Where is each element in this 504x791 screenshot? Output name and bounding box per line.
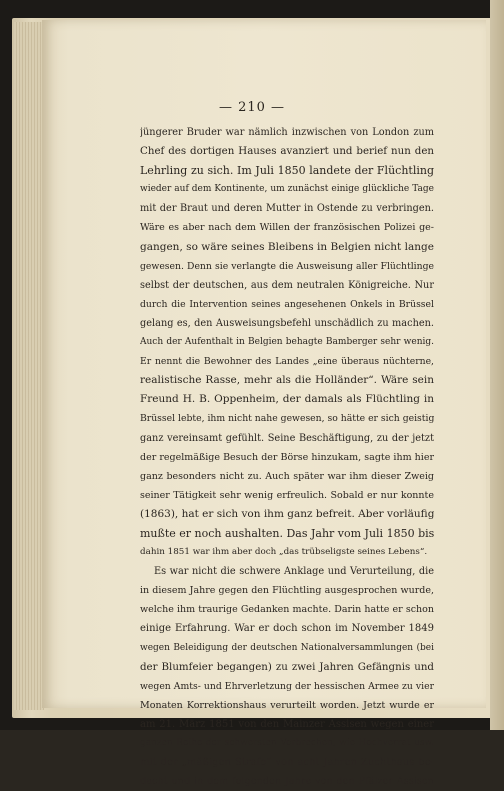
text-line: wegen Beleidigung der deutschen Nationalversammlungen (bei: [140, 642, 434, 653]
text-line: am 21. März 1851 von den Mainzer Assisen wegen einer: [140, 718, 434, 730]
text-line: Auch der Aufenthalt in Belgien behagte Bamberger sehr wenig.: [140, 337, 434, 348]
text-line: wieder auf dem Kontinente, um zunächst einige glückliche Tage: [140, 184, 434, 195]
text-line: welche ihm traurige Gedanken machte. Darin hatte er schon: [140, 604, 434, 616]
body-text: [140, 123, 434, 791]
text-line: jüngerer Bruder war nämlich inzwischen von London zum: [140, 127, 434, 138]
text-line: wegen Amts- und Ehrverletzung der hessischen Armee zu vier: [140, 680, 434, 692]
text-line: ganz vereinsamt gefühlt. Seine Beschäftigung, zu der jetzt: [140, 432, 434, 444]
text-line: Chef des dortigen Hauses avanziert und berief nun den: [140, 145, 434, 158]
text-line: realistische Rasse, mehr als die Holländer“. Wäre sein: [140, 374, 434, 387]
text-line: Monaten Korrektionshaus verurteilt worden. Jetzt wurde er: [140, 699, 434, 711]
text-line: dacht und in dem folgenden Jahre von den Pfälzer Assisen: [140, 776, 434, 788]
page-number: — 210 —: [218, 100, 286, 115]
text-line: dahin 1851 war ihm aber doch „das trübseligste seines Lebens“.: [140, 547, 428, 558]
text-line: ganz besonders nicht zu. Auch später war ihm dieser Zweig: [140, 470, 434, 482]
text-line: einige Erfahrung. War er doch schon im November 1849: [140, 623, 434, 635]
text-line: Lehrling zu sich. Im Juli 1850 landete der Flüchtling: [140, 164, 434, 178]
leaf-stack: [14, 22, 44, 710]
text-line: gangen, so wäre seines Bleibens in Belgien nicht lange: [140, 240, 434, 253]
text-line: mit der Braut und deren Mutter in Ostende zu verbringen.: [140, 203, 434, 215]
text-line: der Blumfeier begangen) zu zwei Jahren Gefängnis und: [140, 660, 434, 673]
text-line: gewesen. Denn sie verlangte die Ausweisung aller Flüchtlinge: [140, 260, 434, 272]
text-line: in diesem Jahre gegen den Flüchtling ausgesprochen wurde,: [140, 585, 434, 597]
text-line: Er nennt die Bewohner des Landes „eine überaus nüchterne,: [140, 356, 434, 368]
text-line: gelang es, den Ausweisungsbefehl unschädlich zu machen.: [140, 317, 434, 329]
text-line: durch die Intervention seines angesehenen Onkels in Brüssel: [140, 298, 434, 310]
text-line: Brüssel lebte, ihm nicht nahe gewesen, so hätte er sich geistig: [140, 413, 434, 425]
text-line: mußte er noch aushalten. Das Jahr vom Juli 1850 bis: [140, 526, 434, 540]
text-line: ganzen Reihe der schwersten Verbrechen, wie Hochverrat usw.: [140, 738, 434, 748]
text-line: seiner Tätigkeit sehr wenig erfreulich. Sobald er nur konnte: [140, 489, 434, 501]
text-line: Wäre es aber nach dem Willen der französischen Polizei ge-: [140, 222, 434, 234]
text-line: (1863), hat er sich von ihm ganz befreit. Aber vorläufig: [140, 507, 434, 520]
text-line: der regelmäßige Besuch der Börse hinzukam, sagte ihm hier: [140, 451, 434, 463]
text-line: mit der „mäßigen Strafe“ von acht Jahren Zuchthaus be-: [140, 757, 434, 769]
text-line: Freund H. B. Oppenheim, der damals als Flüchtling in: [140, 393, 434, 406]
text-line: selbst der deutschen, aus dem neutralen Königreiche. Nur: [140, 279, 434, 291]
text-line: Es war nicht die schwere Anklage und Verurteilung, die: [154, 566, 434, 578]
